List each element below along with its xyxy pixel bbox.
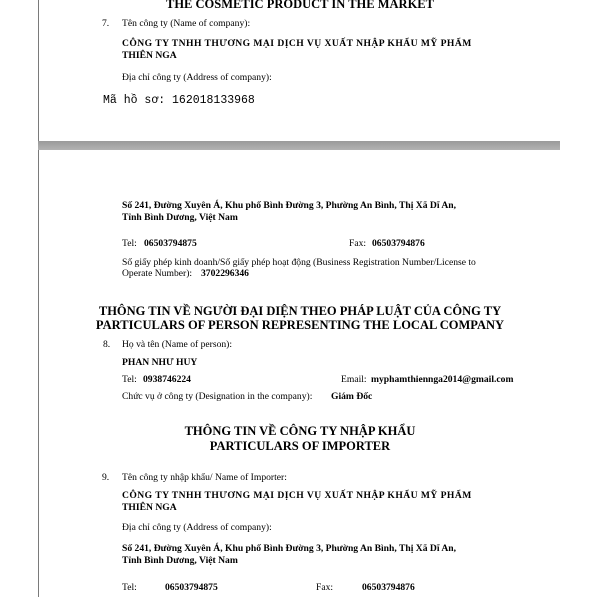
document-page-top: [38, 0, 561, 144]
importer-name: CÔNG TY TNHH THƯƠNG MẠI DỊCH VỤ XUẤT NHẬP KHẨU MỸ PHẨM: [122, 490, 472, 501]
section-heading: THÔNG TIN VỀ NGƯỜI ĐẠI DIỆN THEO PHÁP LUẬT CỦA CÔNG TY: [98, 304, 502, 318]
company-name-cont: THIÊN NGA: [122, 50, 177, 61]
item-number: 9.: [102, 472, 110, 483]
company-address: Số 241, Đường Xuyên Á, Khu phố Bình Đường 3, Phường An Bình, Thị Xã Dĩ An,: [122, 200, 457, 211]
fax-value: 06503794876: [362, 582, 415, 593]
importer-address-cont: Tỉnh Bình Dương, Việt Nam: [122, 555, 238, 566]
file-code: Mã hồ sơ: 162018133968: [103, 94, 255, 107]
document-page-bottom: [38, 150, 561, 597]
tel-label: Tel:: [122, 238, 137, 249]
position-label: Chức vụ ở công ty (Designation in the company):: [122, 391, 313, 402]
email-value: myphamthiennga2014@gmail.com: [371, 374, 514, 385]
field-label: Địa chỉ công ty (Address of company):: [122, 522, 272, 533]
field-label: Tên công ty nhập khẩu/ Name of Importer:: [122, 472, 287, 483]
importer-address: Số 241, Đường Xuyên Á, Khu phố Bình Đường 3, Phường An Bình, Thị Xã Dĩ An,: [122, 543, 457, 554]
license-value: 3702296346: [201, 268, 249, 279]
tel-label: Tel:: [122, 582, 137, 593]
tel-label: Tel:: [122, 374, 137, 385]
tel-value: 06503794875: [144, 238, 197, 249]
importer-name-cont: THIÊN NGA: [122, 502, 177, 513]
section-heading: PARTICULARS OF PERSON REPRESENTING THE LOCAL COMPANY: [95, 318, 505, 332]
email-label: Email:: [341, 374, 367, 385]
license-label-cont: Operate Number):: [122, 268, 193, 279]
person-name: PHAN NHƯ HUY: [122, 357, 198, 368]
fax-label: Fax:: [316, 582, 334, 593]
company-address-cont: Tỉnh Bình Dương, Việt Nam: [122, 212, 238, 223]
tel-value: 06503794875: [165, 582, 218, 593]
field-label: Tên công ty (Name of company):: [122, 18, 251, 29]
company-name: CÔNG TY TNHH THƯƠNG MẠI DỊCH VỤ XUẤT NHẬP KHẨU MỸ PHẨM: [122, 38, 472, 49]
tel-value: 0938746224: [143, 374, 191, 385]
item-number: 8.: [103, 339, 111, 350]
position-value: Giám Đốc: [331, 391, 373, 402]
field-label: Địa chỉ công ty (Address of company):: [122, 72, 272, 83]
item-number: 7.: [102, 18, 110, 29]
section-heading: THÔNG TIN VỀ CÔNG TY NHẬP KHẨU: [184, 424, 416, 438]
fax-label: Fax:: [349, 238, 367, 249]
fax-value: 06503794876: [372, 238, 425, 249]
section-heading: THE COSMETIC PRODUCT IN THE MARKET: [166, 0, 434, 11]
license-label: Số giấy phép kinh doanh/Số giấy phép hoạt động (Business Registration Number/License to: [122, 257, 476, 268]
section-heading: PARTICULARS OF IMPORTER: [209, 439, 391, 453]
field-label: Họ và tên (Name of person):: [122, 339, 233, 350]
